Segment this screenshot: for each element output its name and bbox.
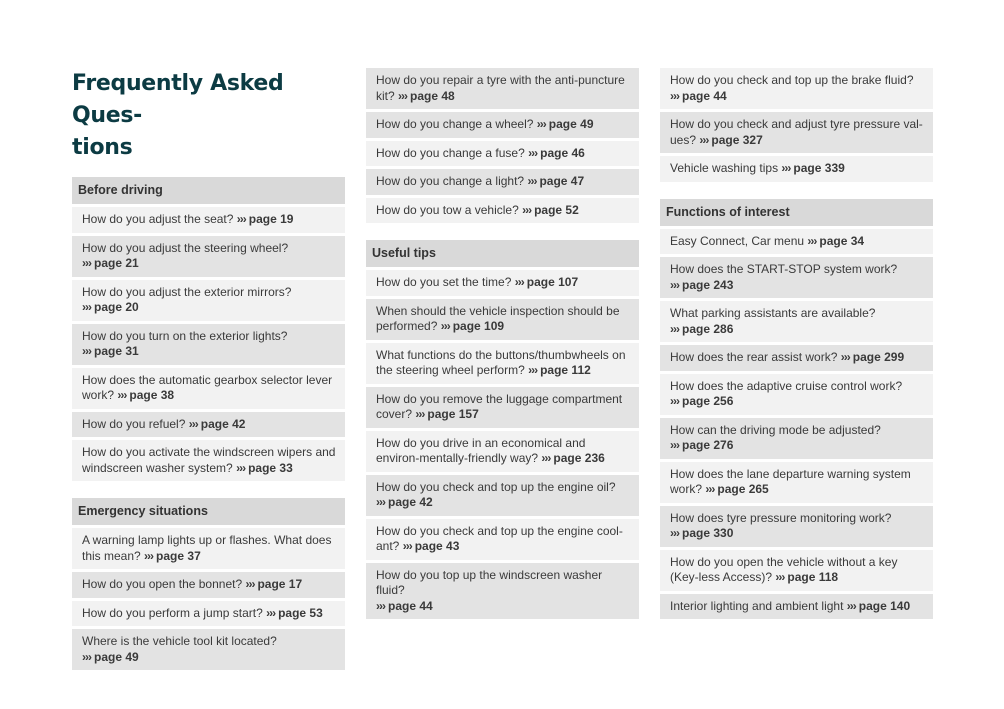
page-link[interactable]: page 107 bbox=[526, 275, 579, 289]
page-link[interactable]: page 339 bbox=[793, 161, 845, 175]
faq-question: What functions do the buttons/thumbwheels on the steering wheel perform? bbox=[376, 347, 626, 377]
page-link[interactable]: page 118 bbox=[787, 570, 839, 584]
faq-item[interactable] bbox=[660, 112, 933, 156]
faq-item[interactable] bbox=[660, 257, 933, 301]
page-ref-arrow-icon: ››› bbox=[82, 344, 91, 358]
page-ref-arrow-icon: ››› bbox=[82, 649, 91, 664]
faq-item[interactable] bbox=[72, 324, 345, 368]
page-link[interactable]: page 265 bbox=[717, 482, 769, 496]
page-link[interactable]: page 38 bbox=[129, 388, 175, 402]
page-ref-arrow-icon: ››› bbox=[376, 495, 385, 509]
section-spacer bbox=[366, 226, 639, 240]
faq-item[interactable] bbox=[366, 387, 639, 431]
column-2 bbox=[366, 68, 639, 622]
faq-question: Where is the vehicle tool kit located? bbox=[82, 634, 277, 648]
page-title-line-2: tions bbox=[72, 135, 133, 160]
section-maintenance bbox=[660, 68, 933, 185]
faq-question: How do you adjust the exterior mirrors? bbox=[82, 284, 292, 299]
page-ref-arrow-icon: ››› bbox=[514, 275, 524, 289]
page-link[interactable]: page 44 bbox=[388, 598, 433, 613]
faq-question: How do you turn on the exterior lights? bbox=[82, 328, 288, 343]
faq-item[interactable] bbox=[366, 198, 639, 227]
page-ref-arrow-icon: ››› bbox=[670, 438, 679, 452]
faq-item[interactable] bbox=[660, 229, 933, 258]
section-useful-tips bbox=[366, 240, 639, 622]
faq-question: How does the rear assist work? bbox=[670, 350, 838, 364]
page-link[interactable]: page 19 bbox=[248, 212, 294, 226]
page-link[interactable]: page 49 bbox=[94, 649, 139, 664]
faq-item[interactable] bbox=[366, 519, 639, 563]
faq-item[interactable] bbox=[660, 462, 933, 506]
faq-item[interactable] bbox=[72, 440, 345, 484]
faq-item[interactable] bbox=[366, 431, 639, 475]
faq-item[interactable] bbox=[72, 572, 345, 601]
page-link[interactable]: page 42 bbox=[200, 416, 246, 431]
faq-item[interactable] bbox=[366, 141, 639, 170]
page-link[interactable]: page 43 bbox=[414, 539, 460, 553]
faq-item[interactable] bbox=[72, 601, 345, 630]
faq-item[interactable] bbox=[660, 345, 933, 374]
faq-question: How do you check and adjust tyre pressure val-ues? bbox=[670, 117, 923, 147]
page-link[interactable]: page 34 bbox=[819, 233, 865, 248]
page-link[interactable]: page 109 bbox=[452, 319, 505, 333]
page-link[interactable]: page 53 bbox=[278, 605, 323, 620]
faq-item[interactable] bbox=[366, 112, 639, 141]
page-ref-arrow-icon: ››› bbox=[840, 350, 850, 364]
column-3 bbox=[660, 68, 933, 622]
faq-item[interactable] bbox=[660, 418, 933, 462]
faq-item[interactable] bbox=[72, 368, 345, 412]
faq-question: How can the driving mode be adjusted? bbox=[670, 422, 881, 437]
page-ref-arrow-icon: ››› bbox=[528, 145, 538, 160]
faq-question: How do you drive in an economical and environ-mentally-friendly way? bbox=[376, 435, 586, 465]
faq-item[interactable] bbox=[72, 207, 345, 236]
section-heading: Emergency situations bbox=[72, 498, 345, 528]
page-link[interactable]: page 37 bbox=[156, 548, 201, 563]
page-link[interactable]: page 286 bbox=[682, 321, 734, 336]
page-link[interactable]: page 330 bbox=[682, 526, 734, 540]
page-link[interactable]: page 31 bbox=[94, 344, 139, 358]
page-link[interactable]: page 44 bbox=[682, 88, 727, 103]
faq-question: How do you adjust the steering wheel? bbox=[82, 240, 289, 255]
section-spacer bbox=[72, 484, 345, 498]
faq-item[interactable] bbox=[660, 301, 933, 345]
section-breakdown bbox=[366, 68, 639, 226]
faq-item[interactable] bbox=[366, 169, 639, 198]
faq-question: How does the lane departure warning system work? bbox=[670, 466, 911, 496]
page-ref-arrow-icon: ››› bbox=[376, 598, 385, 613]
page-ref-arrow-icon: ››› bbox=[846, 598, 856, 613]
faq-item[interactable] bbox=[660, 594, 933, 623]
page-link[interactable]: page 42 bbox=[388, 495, 433, 509]
faq-question: How does the automatic gearbox selector lever work? bbox=[82, 372, 333, 402]
page-link[interactable]: page 46 bbox=[540, 145, 585, 160]
page-ref-arrow-icon: ››› bbox=[266, 605, 276, 620]
page-ref-arrow-icon: ››› bbox=[82, 300, 91, 314]
faq-question: How does the START-STOP system work? bbox=[670, 262, 898, 276]
page-link[interactable]: page 52 bbox=[534, 202, 579, 217]
page-ref-arrow-icon: ››› bbox=[440, 319, 450, 333]
page-link[interactable]: page 157 bbox=[427, 407, 479, 421]
faq-question: How do you open the vehicle without a key (Key-less Access)? bbox=[670, 554, 898, 584]
faq-question: Vehicle washing tips bbox=[670, 161, 779, 175]
page-ref-arrow-icon: ››› bbox=[236, 212, 246, 226]
faq-item[interactable] bbox=[660, 68, 933, 112]
faq-question: How do you remove the luggage compartment cover? bbox=[376, 391, 623, 421]
faq-item[interactable] bbox=[660, 506, 933, 550]
page-ref-arrow-icon: ››› bbox=[236, 460, 246, 475]
page-link[interactable]: page 140 bbox=[858, 598, 911, 613]
page-link[interactable]: page 48 bbox=[410, 88, 455, 103]
faq-question: How do you tow a vehicle? bbox=[376, 202, 519, 217]
page-ref-arrow-icon: ››› bbox=[245, 577, 255, 591]
faq-question: How do you adjust the seat? bbox=[82, 212, 234, 226]
faq-item[interactable] bbox=[366, 563, 639, 623]
page-ref-arrow-icon: ››› bbox=[670, 526, 679, 540]
page-link[interactable]: page 112 bbox=[540, 363, 591, 377]
faq-question: How do you perform a jump start? bbox=[82, 605, 263, 620]
faq-question: What parking assistants are available? bbox=[670, 306, 876, 320]
faq-item[interactable] bbox=[366, 270, 639, 299]
faq-question: How do you check and top up the engine cool-ant? bbox=[376, 523, 623, 553]
faq-question: How do you change a wheel? bbox=[376, 117, 534, 131]
page-ref-arrow-icon: ››› bbox=[117, 388, 127, 402]
page-link[interactable]: page 49 bbox=[548, 117, 594, 131]
faq-question: A warning lamp lights up or flashes. What does this mean? bbox=[82, 533, 332, 563]
page-link[interactable]: page 33 bbox=[248, 460, 293, 475]
faq-item[interactable] bbox=[660, 374, 933, 418]
page-ref-arrow-icon: ››› bbox=[705, 482, 715, 496]
faq-item[interactable] bbox=[72, 280, 345, 324]
page-link[interactable]: page 21 bbox=[94, 256, 139, 270]
faq-question: How do you change a fuse? bbox=[376, 145, 525, 160]
section-emergency-situations bbox=[72, 498, 345, 673]
faq-question: How do you set the time? bbox=[376, 275, 512, 289]
page-ref-arrow-icon: ››› bbox=[402, 539, 412, 553]
page-link[interactable]: page 327 bbox=[711, 132, 763, 147]
faq-question: How do you top up the windscreen washer fluid? bbox=[376, 567, 603, 597]
page-link[interactable]: page 47 bbox=[539, 174, 585, 188]
section-spacer bbox=[660, 185, 933, 199]
section-heading: Useful tips bbox=[366, 240, 639, 270]
column-1 bbox=[72, 68, 345, 673]
page-link[interactable]: page 20 bbox=[94, 300, 139, 314]
section-heading: Before driving bbox=[72, 177, 345, 207]
faq-question: How do you activate the windscreen wipers and windscreen washer system? bbox=[82, 445, 336, 475]
page-ref-arrow-icon: ››› bbox=[775, 570, 785, 584]
faq-item[interactable] bbox=[72, 629, 345, 673]
page-ref-arrow-icon: ››› bbox=[670, 394, 679, 408]
page-ref-arrow-icon: ››› bbox=[82, 256, 91, 270]
page-ref-arrow-icon: ››› bbox=[699, 132, 709, 147]
page-ref-arrow-icon: ››› bbox=[522, 202, 532, 217]
faq-question: How does the adaptive cruise control work? bbox=[670, 378, 903, 393]
page-ref-arrow-icon: ››› bbox=[670, 88, 679, 103]
faq-question: Interior lighting and ambient light bbox=[670, 598, 844, 613]
page-ref-arrow-icon: ››› bbox=[144, 548, 154, 563]
page-ref-arrow-icon: ››› bbox=[528, 363, 538, 377]
page-link[interactable]: page 17 bbox=[257, 577, 303, 591]
page-link[interactable]: page 243 bbox=[682, 277, 734, 292]
page-ref-arrow-icon: ››› bbox=[781, 161, 791, 175]
section-before-driving bbox=[72, 177, 345, 484]
faq-question: When should the vehicle inspection should be performed? bbox=[376, 303, 620, 333]
page-ref-arrow-icon: ››› bbox=[536, 117, 546, 131]
faq-question: Easy Connect, Car menu bbox=[670, 233, 805, 248]
page-ref-arrow-icon: ››› bbox=[670, 277, 679, 292]
faq-item[interactable] bbox=[72, 412, 345, 441]
page-ref-arrow-icon: ››› bbox=[541, 451, 551, 465]
faq-question: How do you repair a tyre with the anti-puncture kit? bbox=[376, 73, 625, 103]
faq-item[interactable] bbox=[366, 475, 639, 519]
faq-question: How does tyre pressure monitoring work? bbox=[670, 510, 892, 525]
faq-item[interactable] bbox=[660, 156, 933, 185]
section-heading: Functions of interest bbox=[660, 199, 933, 229]
faq-item[interactable] bbox=[660, 550, 933, 594]
page-ref-arrow-icon: ››› bbox=[807, 233, 817, 248]
faq-question: How do you check and top up the engine oil? bbox=[376, 479, 616, 494]
page-link[interactable]: page 236 bbox=[553, 451, 605, 465]
faq-question: How do you open the bonnet? bbox=[82, 577, 243, 591]
faq-question: How do you check and top up the brake fluid? bbox=[670, 73, 914, 87]
page-link[interactable]: page 299 bbox=[852, 350, 905, 364]
page-ref-arrow-icon: ››› bbox=[188, 416, 198, 431]
page-ref-arrow-icon: ››› bbox=[670, 321, 679, 336]
page-title-line-1: Frequently Asked Ques- bbox=[72, 71, 284, 128]
section-functions-of-interest bbox=[660, 199, 933, 623]
page-link[interactable]: page 256 bbox=[682, 394, 734, 408]
faq-item[interactable] bbox=[72, 528, 345, 572]
faq-item[interactable] bbox=[366, 343, 639, 387]
faq-item[interactable] bbox=[72, 236, 345, 280]
faq-question: How do you change a light? bbox=[376, 174, 525, 188]
page-ref-arrow-icon: ››› bbox=[527, 174, 537, 188]
page-title bbox=[72, 68, 345, 164]
faq-item[interactable] bbox=[366, 68, 639, 112]
faq-item[interactable] bbox=[366, 299, 639, 343]
page-ref-arrow-icon: ››› bbox=[398, 88, 408, 103]
faq-question: How do you refuel? bbox=[82, 416, 186, 431]
page-link[interactable]: page 276 bbox=[682, 438, 734, 452]
page-ref-arrow-icon: ››› bbox=[415, 407, 425, 421]
